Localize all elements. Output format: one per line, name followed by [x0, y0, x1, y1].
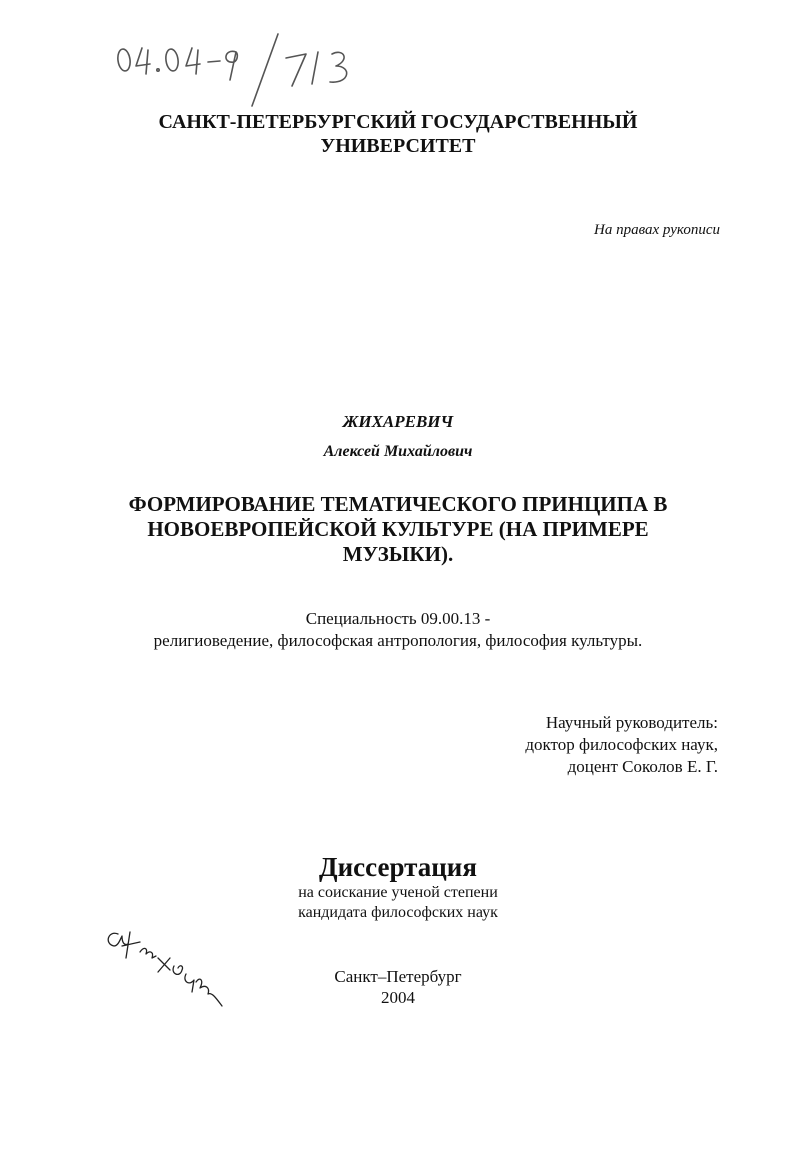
specialty-code: Специальность 09.00.13 - — [305, 609, 491, 628]
dissertation-title — [0, 492, 796, 567]
document-type: Диссертация — [319, 852, 477, 882]
degree-line-2: кандидата философских наук — [298, 904, 498, 921]
handwritten-archive-code — [110, 30, 400, 110]
university-line-2: УНИВЕРСИТЕТ — [320, 135, 476, 157]
title-line-2: НОВОЕВРОПЕЙСКОЙ КУЛЬТУРЕ (НА ПРИМЕРЕ — [147, 517, 649, 541]
specialty — [0, 608, 796, 652]
author-name: Алексей Михайлович — [323, 443, 473, 460]
imprint — [0, 966, 796, 1008]
advisor-name: доцент Соколов Е. Г. — [567, 757, 718, 776]
degree-sought — [0, 883, 796, 923]
author-surname: ЖИХАРЕВИЧ — [342, 412, 454, 431]
imprint-year: 2004 — [381, 988, 415, 1007]
title-line-1: ФОРМИРОВАНИЕ ТЕМАТИЧЕСКОГО ПРИНЦИПА В — [128, 492, 668, 516]
title-line-3: МУЗЫКИ). — [342, 542, 454, 566]
university-line-1: САНКТ-ПЕТЕРБУРГСКИЙ ГОСУДАРСТВЕННЫЙ — [158, 111, 638, 133]
degree-line-1: на соискание ученой степени — [298, 884, 498, 901]
specialty-description: религиоведение, философская антропология, философия культуры. — [153, 631, 643, 650]
advisor-label: Научный руководитель: — [545, 713, 718, 732]
imprint-city: Санкт–Петербург — [334, 967, 462, 986]
advisor-degree: доктор философских наук, — [525, 735, 718, 754]
manuscript-note: На правах рукописи — [594, 222, 720, 238]
university-name — [0, 110, 796, 158]
scientific-advisor — [525, 712, 718, 778]
